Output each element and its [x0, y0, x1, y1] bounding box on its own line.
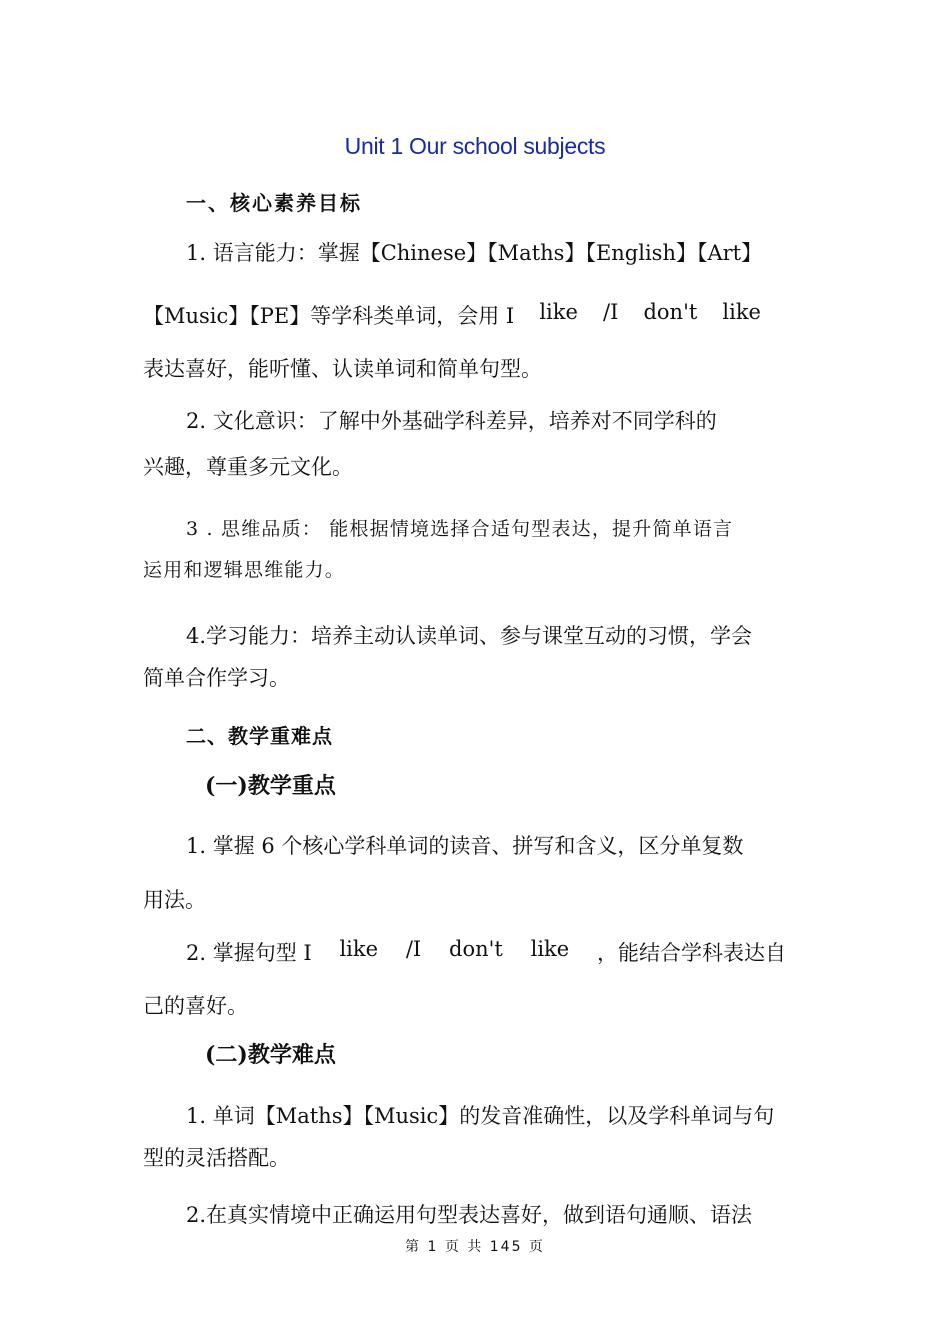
text-segment: 【Music】【PE】等学科类单词，会用 I [143, 304, 515, 328]
difficult-2-line-1: 2.在真实情境中正确运用句型表达喜好，做到语句通顺、语法 [186, 1203, 753, 1227]
text-segment: like [722, 300, 761, 324]
key-2-line-1 [186, 937, 786, 967]
goal-1-line-2 [143, 300, 761, 330]
goal-1-line-1: 1. 语言能力：掌握【Chinese】【Maths】【English】【Art】 [186, 241, 763, 265]
difficult-1-line-1: 1. 单词【Maths】【Music】的发音准确性，以及学科单词与句 [186, 1104, 775, 1128]
key-1-line-2: 用法。 [143, 888, 206, 912]
subsection-heading-difficult: (二)教学难点 [205, 1042, 336, 1068]
section-heading-key-points: 二、教学重难点 [186, 724, 333, 748]
section-heading-goals: 一、核心素养目标 [186, 191, 362, 215]
text-segment: /I [603, 300, 619, 324]
difficult-1-line-2: 型的灵活搭配。 [143, 1146, 290, 1170]
document-title: Unit 1 Our school subjects [344, 133, 606, 159]
text-segment: don't [449, 937, 503, 961]
goal-4-line-2: 简单合作学习。 [143, 666, 290, 690]
goal-2-line-1: 2. 文化意识：了解中外基础学科差异，培养对不同学科的 [186, 409, 717, 433]
goal-1-line-3: 表达喜好，能听懂、认读单词和简单句型。 [143, 357, 542, 381]
key-2-line-2: 己的喜好。 [143, 994, 248, 1018]
text-segment: ，能结合学科表达自 [596, 941, 786, 965]
text-segment: don't [643, 300, 698, 324]
key-1-line-1: 1. 掌握 6 个核心学科单词的读音、拼写和含义，区分单复数 [186, 834, 744, 858]
text-segment: /I [405, 937, 422, 961]
text-segment: like [339, 937, 379, 961]
goal-2-line-2: 兴趣，尊重多元文化。 [143, 455, 353, 479]
goal-3-line-1: 3 . 思维品质： 能根据情境选择合适句型表达，提升简单语言 [186, 518, 734, 540]
text-segment: 2. 掌握句型 I [186, 941, 312, 965]
text-segment: like [530, 937, 570, 961]
goal-3-line-2: 运用和逻辑思维能力。 [143, 559, 346, 581]
subsection-heading-key: (一)教学重点 [205, 773, 336, 799]
goal-4-line-1: 4.学习能力：培养主动认读单词、参与课堂互动的习惯，学会 [186, 624, 753, 648]
page-footer: 第 1 页 共 145 页 [405, 1239, 545, 1255]
text-segment: like [539, 300, 578, 324]
